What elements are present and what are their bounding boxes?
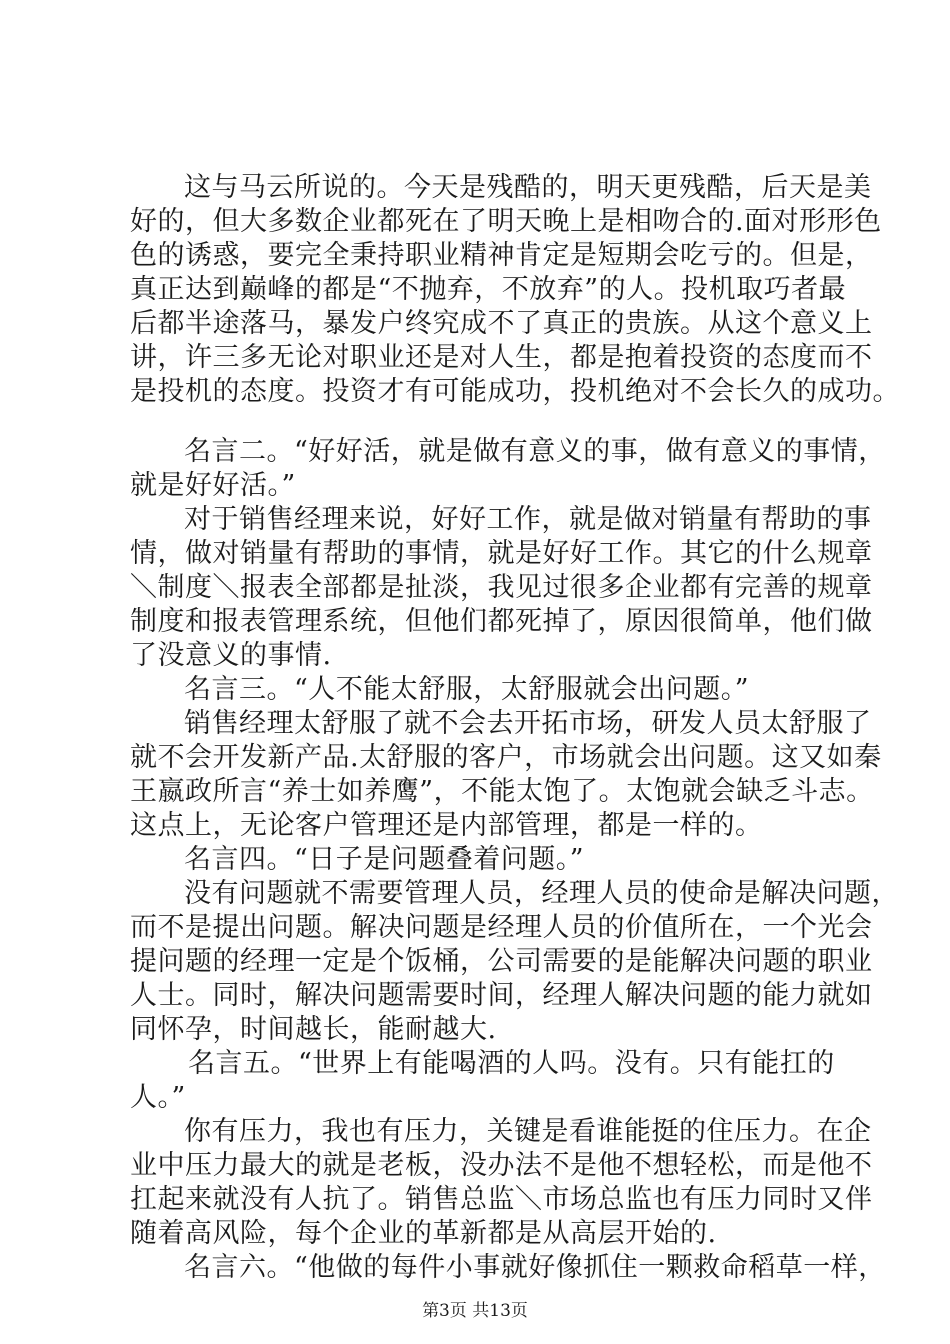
body-line: 情，做对销量有帮助的事情，就是好好工作。其它的什么规章	[130, 538, 873, 569]
body-line: 销售经理太舒服了就不会去开拓市场，研发人员太舒服了	[184, 708, 872, 739]
body-line: 后都半途落马，暴发户终究成不了真正的贵族。从这个意义上	[130, 308, 873, 339]
body-line: 业中压力最大的就是老板，没办法不是他不想轻松，而是他不	[130, 1150, 873, 1181]
body-line: 讲，许三多无论对职业还是对人生，都是抱着投资的态度而不	[130, 342, 873, 373]
body-line: 真正达到巅峰的都是“不抛弃，不放弃”的人。投机取巧者最	[130, 274, 847, 305]
body-line: 名言四。“日子是问题叠着问题。”	[184, 844, 585, 875]
body-line: 名言六。“他做的每件小事就好像抓住一颗救命稻草一样，	[184, 1252, 886, 1283]
body-line: 色的诱惑，要完全秉持职业精神肯定是短期会吃亏的。但是，	[130, 240, 873, 271]
body-line: 而不是提出问题。解决问题是经理人员的价值所在，一个光会	[130, 912, 873, 943]
body-line: 扛起来就没有人抗了。销售总监＼市场总监也有压力同时又伴	[130, 1184, 873, 1215]
body-line: 人士。同时，解决问题需要时间，经理人解决问题的能力就如	[130, 980, 873, 1011]
body-line: 好的，但大多数企业都死在了明天晚上是相吻合的.面对形形色	[130, 206, 882, 237]
body-line: 名言五。“世界上有能喝酒的人吗。没有。只有能扛的	[188, 1048, 835, 1079]
body-line: ＼制度＼报表全部都是扯淡，我见过很多企业都有完善的规章	[130, 572, 873, 603]
body-line: 你有压力，我也有压力，关键是看谁能挺的住压力。在企	[184, 1116, 872, 1147]
body-line: 随着高风险，每个企业的革新都是从高层开始的.	[130, 1218, 717, 1249]
body-line: 同怀孕，时间越长，能耐越大.	[130, 1014, 497, 1045]
body-line: 人。”	[130, 1082, 186, 1113]
body-line: 没有问题就不需要管理人员，经理人员的使命是解决问题，	[184, 878, 899, 909]
body-line: 了没意义的事情.	[130, 640, 332, 671]
body-line: 这点上，无论客户管理还是内部管理，都是一样的。	[130, 810, 763, 841]
body-line: 对于销售经理来说，好好工作，就是做对销量有帮助的事	[184, 504, 872, 535]
body-line: 王嬴政所言“养士如养鹰”，不能太饱了。太饱就会缺乏斗志。	[130, 776, 874, 807]
body-line: 提问题的经理一定是个饭桶，公司需要的是能解决问题的职业	[130, 946, 873, 977]
body-line: 就不会开发新产品.太舒服的客户，市场就会出问题。这又如秦	[130, 742, 882, 773]
body-line: 制度和报表管理系统，但他们都死掉了，原因很简单，他们做	[130, 606, 873, 637]
body-line: 是投机的态度。投资才有可能成功，投机绝对不会长久的成功。	[130, 376, 900, 407]
body-line: 名言三。“人不能太舒服，太舒服就会出问题。”	[184, 674, 750, 705]
page-footer: 第3页 共13页	[422, 1301, 528, 1321]
body-line: 这与马云所说的。今天是残酷的，明天更残酷，后天是美	[184, 172, 872, 203]
body-line: 名言二。“好好活，就是做有意义的事，做有意义的事情，	[184, 436, 886, 467]
body-line: 就是好好活。”	[130, 470, 296, 501]
